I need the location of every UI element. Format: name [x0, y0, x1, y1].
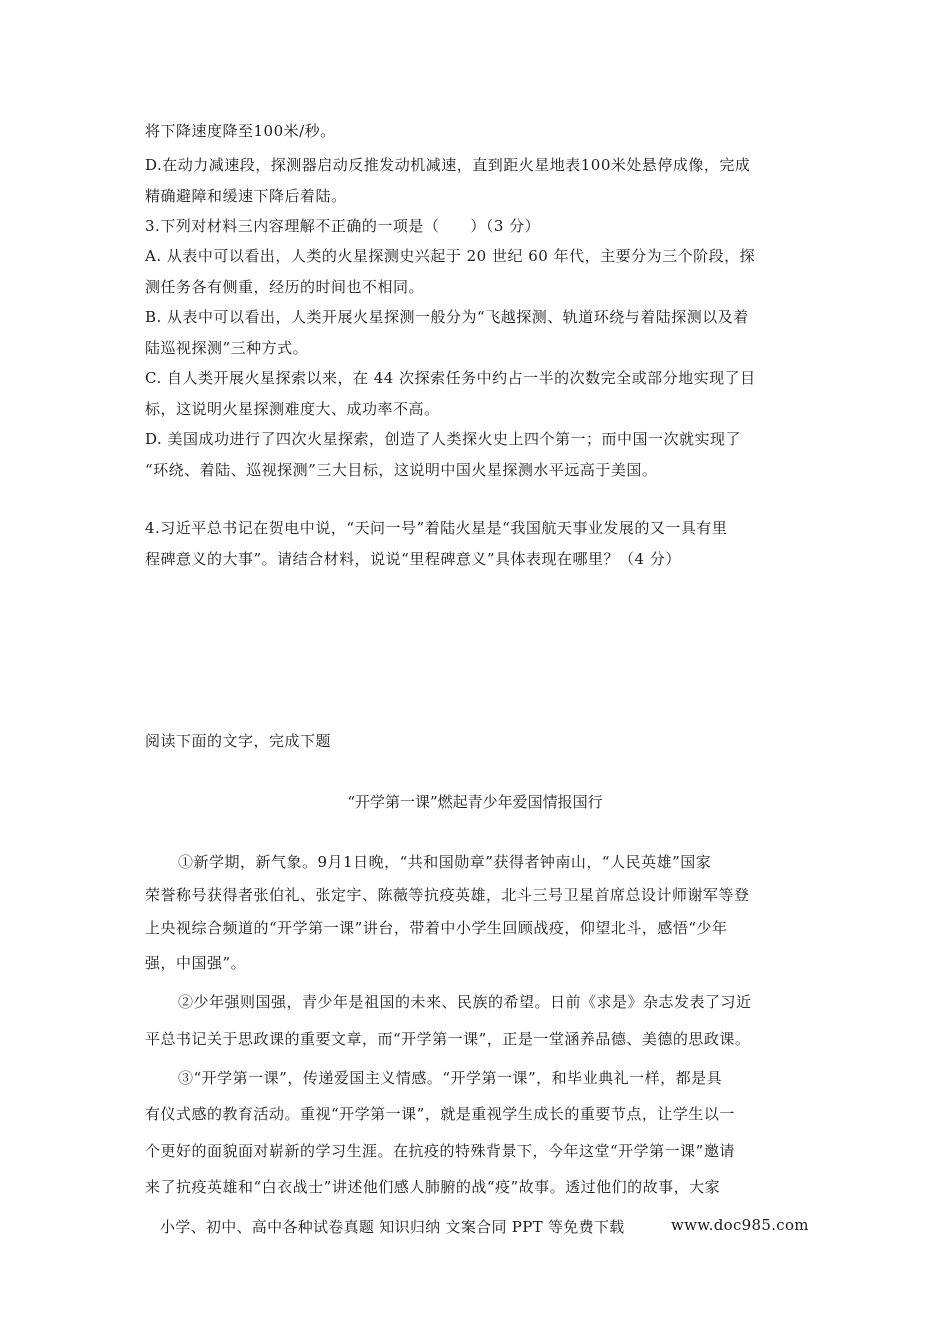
q3-stem: 3.下列对材料三内容理解不正确的一项是（ ）（3 分） [145, 217, 541, 235]
p2-line2: 平总书记关于思政课的重要文章，而“开学第一课”，正是一堂涵养品德、美德的思政课。 [145, 1030, 751, 1048]
footer-text: 小学、初中、高中各种试卷真题 知识归纳 文案合同 PPT 等免费下载 [160, 1218, 625, 1236]
q3-option-b-line1: B. 从表中可以看出，人类开展火星探测一般分为“飞越探测、轨道环绕与着陆探测以及着 [145, 308, 749, 326]
q2-option-d-line2: 精确避障和缓速下降后着陆。 [145, 187, 347, 205]
q3-option-b-line2: 陆巡视探测”三种方式。 [145, 339, 309, 357]
p1-line4: 强，中国强”。 [145, 954, 247, 972]
p1-line3: 上央视综合频道的“开学第一课”讲台，带着中小学生回顾战疫，仰望北斗，感悟“少年 [145, 919, 728, 937]
p3-line2: 有仪式感的教育活动。重视“开学第一课”，就是重视学生成长的重要节点，让学生以一 [145, 1105, 735, 1123]
q3-option-d-line1: D. 美国成功进行了四次火星探索，创造了人类探火史上四个第一；而中国一次就实现了 [145, 430, 742, 448]
q4-line2: 程碑意义的大事”。请结合材料，说说“里程碑意义”具体表现在哪里？（4 分） [145, 550, 681, 568]
q3-option-a-line1: A. 从表中可以看出，人类的火星探测史兴起于 20 世纪 60 年代，主要分为三个阶段，探 [145, 247, 756, 265]
p2-line1: ②少年强则国强，青少年是祖国的未来、民族的希望。日前《求是》杂志发表了习近 [178, 993, 752, 1011]
q2-option-d-line1: D.在动力减速段，探测器启动反推发动机减速，直到距火星地表100米处悬停成像，完成 [145, 156, 751, 174]
p3-line4: 来了抗疫英雄和“白衣战士”讲述他们感人肺腑的战“疫”故事。透过他们的故事，大家 [145, 1178, 721, 1196]
article-title: “开学第一课”燃起青少年爱国情报国行 [347, 793, 603, 811]
q3-option-c-line1: C. 自人类开展火星探索以来，在 44 次探索任务中约占一半的次数完全或部分地实现了目 [145, 369, 756, 387]
footer-website-link[interactable]: www.doc985.com [671, 1216, 809, 1234]
p3-line3: 个更好的面貌面对崭新的学习生涯。在抗疫的特殊背景下，今年这堂“开学第一课”邀请 [145, 1142, 735, 1160]
p1-line1: ①新学期，新气象。9月1日晚，“共和国勋章”获得者钟南山，“人民英雄”国家 [178, 853, 712, 871]
q3-option-c-line2: 标，这说明火星探测难度大、成功率不高。 [145, 400, 440, 418]
q4-line1: 4.习近平总书记在贺电中说，“天问一号”着陆火星是“我国航天事业发展的又一具有里 [145, 519, 728, 537]
q2-option-d-tail: 将下降速度降至100米/秒。 [145, 122, 336, 140]
p3-line1: ③“开学第一课”，传递爱国主义情感。“开学第一课”，和毕业典礼一样，都是具 [178, 1069, 723, 1087]
q3-option-a-line2: 测任务各有侧重，经历的时间也不相同。 [145, 278, 425, 296]
reading-instruction: 阅读下面的文字，完成下题 [145, 732, 332, 750]
p1-line2: 荣誉称号获得者张伯礼、张定宇、陈薇等抗疫英雄，北斗三号卫星首席总设计师谢军等登 [145, 886, 750, 904]
q3-option-d-line2: “环绕、着陆、巡视探测”三大目标，这说明中国火星探测水平远高于美国。 [145, 461, 658, 479]
